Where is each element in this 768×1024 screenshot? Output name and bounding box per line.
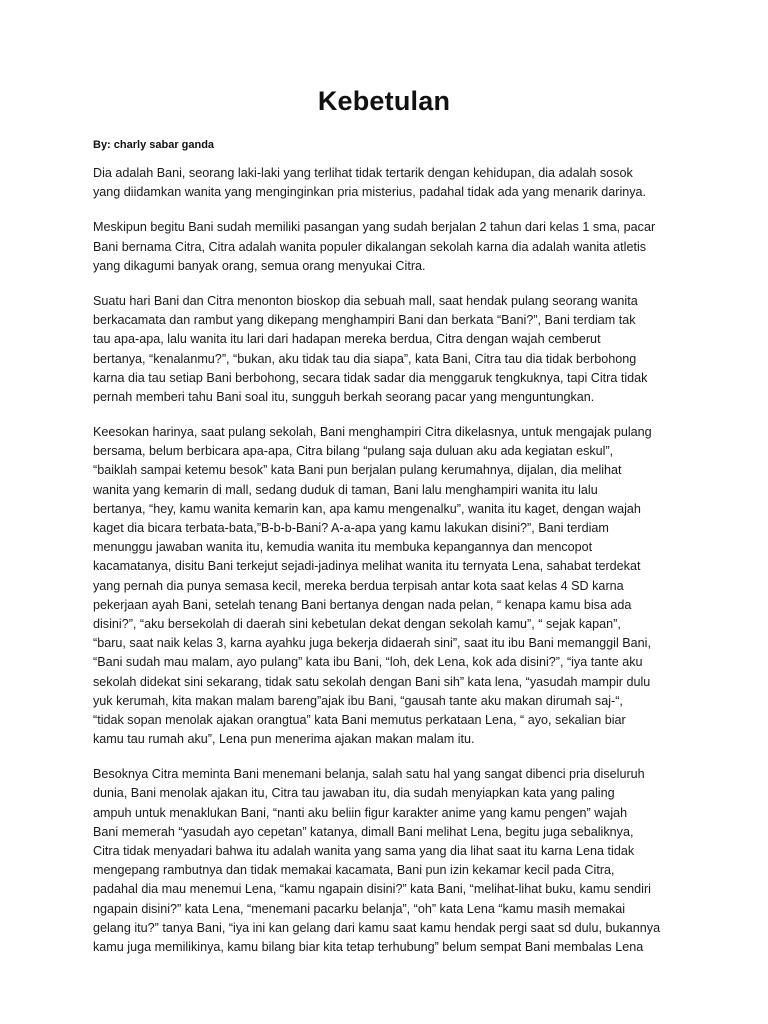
text-line: yuk kerumah, kita makan malam bareng”ajak ibu Bani, “gausah tante aku makan dirumah saj-“, <box>93 693 623 708</box>
text-line: bertanya, “kenalanmu?”, “bukan, aku tidak tau dia siapa”, kata Bani, Citra tau dia tidak berbohong <box>93 351 637 366</box>
text-line: karna dia tau setiap Bani berbohong, secara tidak sadar dia menggaruk tengkuknya, tapi Citra tidak <box>93 370 648 385</box>
text-line: gelang itu?” tanya Bani, “iya ini kan gelang dari kamu saat kamu hendak pergi saat sd dulu, bukannya <box>93 920 661 935</box>
text-line: Bani memerah “yasudah ayo cepetan” katanya, dimall Bani melihat Lena, begitu juga sebaliknya, <box>93 824 634 839</box>
text-line: yang diidamkan wanita yang menginginkan pria misterius, padahal tidak ada yang menarik darinya. <box>93 185 647 200</box>
text-line: Keesokan harinya, saat pulang sekolah, Bani menghampiri Citra dikelasnya, untuk mengajak pulang <box>93 425 652 440</box>
paragraph <box>93 164 671 202</box>
text-line: kamu tau rumah aku”, Lena pun menerima ajakan makan malam itu. <box>93 732 475 747</box>
text-line: Besoknya Citra meminta Bani menemani belanja, salah satu hal yang sangat dibenci pria diseluruh <box>93 767 645 782</box>
text-line: bersama, belum berbicara apa-apa, Citra bilang “pulang saja duluan aku ada kegiatan eskul”, <box>93 444 614 459</box>
paragraph <box>93 292 671 407</box>
paragraph <box>93 218 671 276</box>
text-line: dunia, Bani menolak ajakan itu, Citra tau jawaban itu, dia sudah menyiapkan kata yang paling <box>93 786 615 801</box>
text-line: sekolah didekat sini sekarang, tidak satu sekolah dengan Bani sih” kata lena, “yasudah mampir dulu <box>93 674 651 689</box>
document-body <box>93 164 671 973</box>
text-line: “baru, saat naik kelas 3, karna ayahku juga bekerja didaerah sini”, saat itu ibu Bani memanggil Bani, <box>93 636 651 651</box>
text-line: kamu juga memilikinya, kamu bilang biar kita tetap terhubung” belum sempat Bani membalas Lena <box>93 939 644 954</box>
text-line: yang pernah dia punya semasa kecil, mereka berdua terpisah antar kota saat kelas 4 SD karna <box>93 578 624 593</box>
text-line: ampuh untuk menaklukan Bani, “nanti aku beliin figur karakter anime yang kamu pengen” wajah <box>93 805 628 820</box>
text-line: ngapain disini?” kata Lena, “menemani pacarku belanja”, “oh” kata Lena “kamu masih memakai <box>93 901 626 916</box>
text-line: pekerjaan ayah Bani, setelah tenang Bani bertanya dengan nada pelan, “ kenapa kamu bisa ada <box>93 597 632 612</box>
text-line: disini?”, “aku bersekolah di daerah sini kebetulan dekat dengan sekolah kamu”, “ sejak kapan”, <box>93 616 621 631</box>
text-line: yang dikagumi banyak orang, semua orang menyukai Citra. <box>93 258 426 273</box>
text-line: Suatu hari Bani dan Citra menonton bioskop dia sebuah mall, saat hendak pulang seorang wanita <box>93 293 638 308</box>
text-line: Dia adalah Bani, seorang laki-laki yang terlihat tidak tertarik dengan kehidupan, dia adalah sosok <box>93 166 633 180</box>
text-line: Bani bernama Citra, Citra adalah wanita populer dikalangan sekolah karna dia adalah wanita atletis <box>93 239 647 254</box>
text-line: Citra tidak menyadari bahwa itu adalah wanita yang sama yang dia lihat saat itu karna Lena tidak <box>93 844 635 858</box>
text-line: berkacamata dan rambut yang dikepang menghampiri Bani dan berkata “Bani?”, Bani terdiam tak <box>93 313 636 328</box>
text-line: mengepang rambutnya dan tidak memakai kacamata, Bani pun izin kekamar kecil pada Citra, <box>93 863 615 878</box>
text-line: tau apa-apa, lalu wanita itu lari dari hadapan mereka berdua, Citra dengan wajah cemberut <box>93 332 601 347</box>
text-line: kaget dia bicara terbata-bata,”B-b-b-Bani? A-a-apa yang kamu lakukan disini?”, Bani terdiam <box>93 521 609 535</box>
paragraph <box>93 423 671 749</box>
text-line: bertanya, “hey, kamu wanita kemarin kan, apa kamu mengenalku”, wanita itu kaget, dengan wajah <box>93 501 641 516</box>
paragraph <box>93 765 671 957</box>
author-byline: By: charly sabar ganda <box>93 139 215 151</box>
text-line: kacamatanya, disitu Bani terkejut sejadi-jadinya melihat wanita itu ternyata Lena, sahabat terdekat <box>93 559 641 574</box>
text-line: “baiklah sampai ketemu besok” kata Bani pun berjalan pulang kerumahnya, dijalan, dia melihat <box>93 463 622 478</box>
text-line: pernah memberi tahu Bani soal itu, sungguh berkah seorang pacar yang menguntungkan. <box>93 389 595 404</box>
text-line: menunggu jawaban wanita itu, kemudia wanita itu membuka kepangannya dan mencopot <box>93 540 593 555</box>
document-title: Kebetulan <box>317 86 451 116</box>
text-line: Meskipun begitu Bani sudah memiliki pasangan yang sudah berjalan 2 tahun dari kelas 1 sma, pacar <box>93 220 656 235</box>
text-line: padahal dia mau menemui Lena, “kamu ngapain disini?” kata Bani, “melihat-lihat buku, kamu sendiri <box>93 882 651 897</box>
text-line: wanita yang kemarin di mall, sedang duduk di taman, Bani lalu menghampiri wanita itu lalu <box>93 482 598 497</box>
text-line: “tidak sopan menolak ajakan orangtua” kata Bani memutus perkataan Lena, “ ayo, sekalian biar <box>93 712 626 727</box>
text-line: “Bani sudah mau malam, ayo pulang” kata ibu Bani, “loh, dek Lena, kok ada disini?”, “iya tante aku <box>93 655 643 670</box>
